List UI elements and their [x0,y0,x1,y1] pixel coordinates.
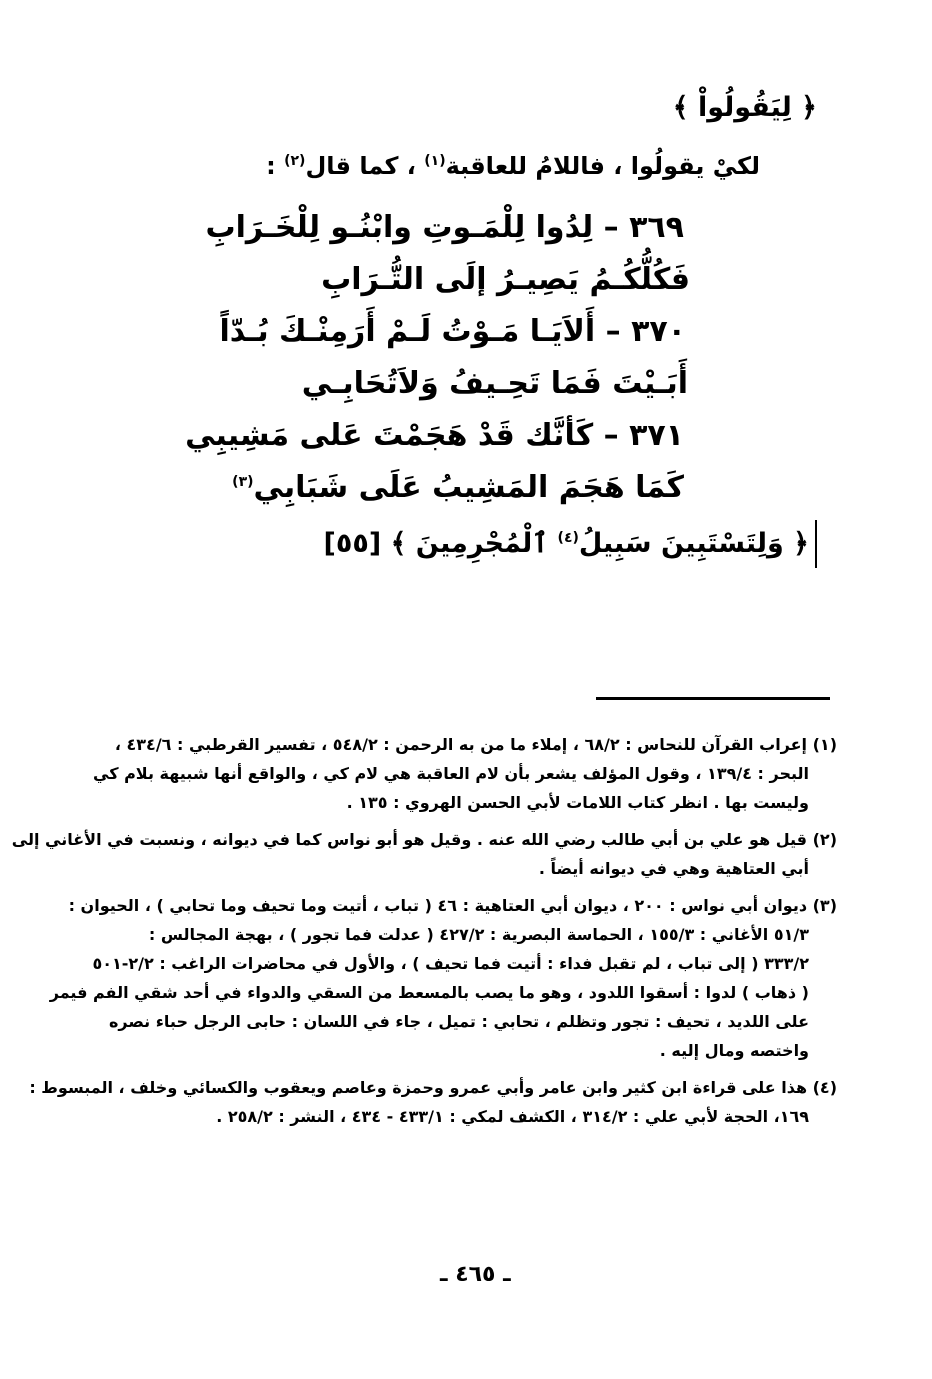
quran-verse-start: ﴿ وَلِتَسْتَبِينَ سَبِيلُ [578,528,809,559]
footnote-3-line-5: على اللديد ، تحيف : تجور وتظلم ، تحابي : تميل ، جاء في اللسان : حابى الرجل حباء نصره [108,1012,809,1031]
intro-text: لكيْ يقولُوا ، فاللامُ للعاقبة [445,152,760,180]
footnote-3-line-1: (٣) ديوان أبي نواس : ٢٠٠ ، ديوان أبي العتاهية : ٤٦ ( تباب ، أتيت وما تحيف وما تحابي ) ، الحيوان : [68,896,837,915]
footnote-3-line-2: ٥١/٣ الأغاني : ١٥٥/٣ ، الحماسة البصرية : ٤٢٧/٢ ( عدلت فما تجور ) ، بهجة المجالس : [148,925,809,944]
footnote-2 [11,825,837,883]
poem-line-369-first: ٣٦٩ – لِدُوا لِلْمَـوتِ وابْنُـو لِلْخَـرَابِ [205,210,684,245]
quran-verse [324,520,817,568]
intro-line [266,152,760,180]
footnote-3 [49,891,837,1065]
poem-line-370-first: ٣٧٠ – أَلاَيَـا مَـوْتُ لَـمْ أَرَمِنْـكَ بُـدّاً [219,314,686,349]
footnote-3-line-3: ٣٣٣/٢ ( إلى تباب ، لم تقبل فداء : أتيت فما تحيف ) ، والأول في محاضرات الراغب : ٢/٢-٥٠١ [92,954,809,973]
poem-line-371-first: ٣٧١ – كَأنَّك قَدْ هَجَمْتَ عَلى مَشِيبِي [185,418,684,453]
footnote-ref-1: (١) [424,153,446,169]
footnote-separator [596,697,830,700]
footnote-2-line-2: أبي العتاهية وهي في ديوانه أيضاً . [538,859,809,878]
footnotes [11,730,837,1139]
page-number: ـ ٤٦٥ ـ [440,1262,511,1287]
footnote-ref-4: (٤) [557,530,579,546]
poem-line-369-second: فَكُلُّكُـمُ يَصِيـرُ إلَى التُّـرَابِ [321,262,690,297]
footnote-3-line-4: ( ذهاب ) لدوا : أسقوا اللدود ، وهو ما يصب بالمسعط من السقي والدواء في أحد شقي الفم فيمر [49,983,809,1002]
poem-line-371-second [232,470,684,506]
poem-line-370-second: أَبَـيْتَ فَمَا تَحِـيفُ وَلاَتُحَابِـي [301,366,688,401]
footnote-3-line-6: واختصه ومال إليه . [659,1041,809,1060]
poem-line-371-second-text: كَمَا هَجَمَ المَشِيبُ عَلَى شَبَابِي [253,470,684,505]
intro-end: : [266,152,285,180]
footnote-ref-2: (٢) [284,153,306,169]
footnote-1 [93,730,837,817]
footnote-4 [29,1073,837,1131]
footnote-1-line-1: (١) إعراب القرآن للنحاس : ٦٨/٢ ، إملاء ما من به الرحمن : ٥٤٨/٢ ، تفسير القرطبي : ٤٣٤/٦ ، [114,735,837,754]
footnote-4-line-1: (٤) هذا على قراءة ابن كثير وابن عامر وأبي عمرو وحمزة وعاصم ويعقوب والكسائي وخلف ، المبسوط : [29,1078,837,1097]
verse-heading: ﴿ لِيَقُولُواْ ﴾ [672,92,817,123]
intro-mid: ، كما قال [305,152,425,180]
footnote-2-line-1: (٢) قيل هو علي بن أبي طالب رضي الله عنه . وقيل هو أبو نواس كما في ديوانه ، ونسبت في الأغاني إلى [11,830,837,849]
footnote-1-line-3: وليست بها . انظر كتاب اللامات لأبي الحسن الهروي : ١٣٥ . [346,793,809,812]
footnote-1-line-2: البحر : ١٣٩/٤ ، وقول المؤلف يشعر بأن لام العاقبة هي لام كي ، والواقع أنها شبيهة بلام كي [93,764,809,783]
footnote-ref-3: (٣) [232,474,254,490]
footnote-4-line-2: ١٦٩، الحجة لأبي علي : ٣١٤/٢ ، الكشف لمكي : ٤٣٣/١ - ٤٣٤ ، النشر : ٢٥٨/٢ . [216,1107,809,1126]
quran-verse-end: ٱلْمُجْرِمِينَ ﴾ [٥٥] [323,528,558,559]
